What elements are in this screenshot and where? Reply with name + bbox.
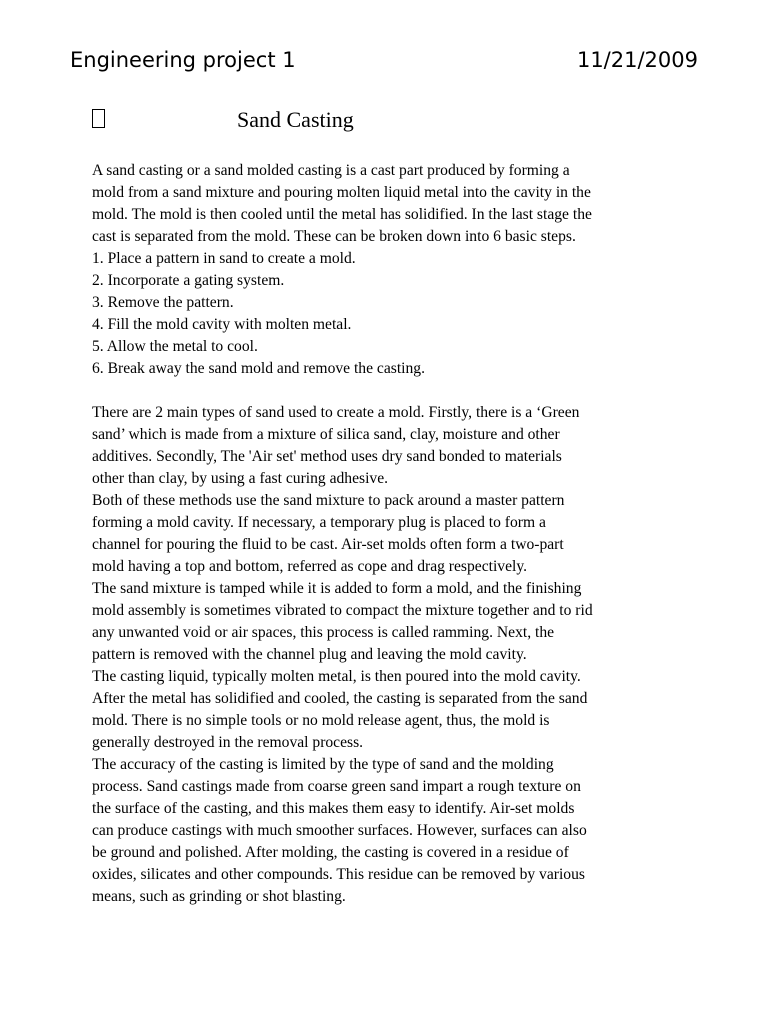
paragraph — [92, 402, 692, 908]
text-line: oxides, silicates and other compounds. This residue can be removed by various — [92, 866, 585, 883]
text-line: other than clay, by using a fast curing adhesive. — [92, 470, 389, 487]
text-line: forming a mold cavity. If necessary, a temporary plug is placed to form a — [92, 514, 546, 531]
text-line: be ground and polished. After molding, the casting is covered in a residue of — [92, 844, 569, 861]
text-line: mold. The mold is then cooled until the metal has solidified. In the last stage the — [92, 206, 592, 223]
text-line: The sand mixture is tamped while it is added to form a mold, and the finishing — [92, 580, 582, 597]
text-line: 5. Allow the metal to cool. — [92, 338, 258, 355]
text-line: After the metal has solidified and cooled, the casting is separated from the sand — [92, 690, 588, 707]
text-line: sand’ which is made from a mixture of silica sand, clay, moisture and other — [92, 426, 560, 443]
text-line: 4. Fill the mold cavity with molten metal. — [92, 316, 352, 333]
text-line: Both of these methods use the sand mixture to pack around a master pattern — [92, 492, 565, 509]
missing-glyph-icon — [92, 109, 105, 128]
text-line: pattern is removed with the channel plug and leaving the mold cavity. — [92, 646, 527, 663]
text-line: 6. Break away the sand mold and remove the casting. — [92, 360, 425, 377]
text-line: channel for pouring the fluid to be cast. Air-set molds often form a two-part — [92, 536, 564, 553]
text-line: process. Sand castings made from coarse green sand impart a rough texture on — [92, 778, 581, 795]
body-text — [92, 160, 692, 908]
text-line: 3. Remove the pattern. — [92, 294, 234, 311]
text-line: mold. There is no simple tools or no mold release agent, thus, the mold is — [92, 712, 550, 729]
text-line: generally destroyed in the removal process. — [92, 734, 364, 751]
section-title: Sand Casting — [237, 107, 354, 132]
text-line: The accuracy of the casting is limited by the type of sand and the molding — [92, 756, 554, 773]
text-line: means, such as grinding or shot blasting. — [92, 888, 346, 905]
text-line: The casting liquid, typically molten metal, is then poured into the mold cavity. — [92, 668, 581, 685]
text-line: 2. Incorporate a gating system. — [92, 272, 285, 289]
text-line: mold assembly is sometimes vibrated to compact the mixture together and to rid — [92, 602, 593, 619]
text-line: the surface of the casting, and this makes them easy to identify. Air-set molds — [92, 800, 575, 817]
text-line: mold having a top and bottom, referred as cope and drag respectively. — [92, 558, 528, 575]
text-line: There are 2 main types of sand used to create a mold. Firstly, there is a ‘Green — [92, 404, 580, 421]
text-line: any unwanted void or air spaces, this process is called ramming. Next, the — [92, 624, 555, 641]
text-line: mold from a sand mixture and pouring molten liquid metal into the cavity in the — [92, 184, 591, 201]
paragraph — [92, 160, 692, 380]
paragraph-gap — [92, 380, 692, 402]
page-header — [70, 42, 700, 78]
section-heading — [92, 104, 652, 136]
project-title: Engineering project 1 — [70, 48, 296, 72]
text-line: 1. Place a pattern in sand to create a mold. — [92, 250, 356, 267]
text-line: A sand casting or a sand molded casting is a cast part produced by forming a — [92, 162, 570, 179]
text-line: cast is separated from the mold. These can be broken down into 6 basic steps. — [92, 228, 576, 245]
text-line: additives. Secondly, The 'Air set' method uses dry sand bonded to materials — [92, 448, 562, 465]
text-line: can produce castings with much smoother surfaces. However, surfaces can also — [92, 822, 587, 839]
header-date: 11/21/2009 — [576, 48, 698, 72]
